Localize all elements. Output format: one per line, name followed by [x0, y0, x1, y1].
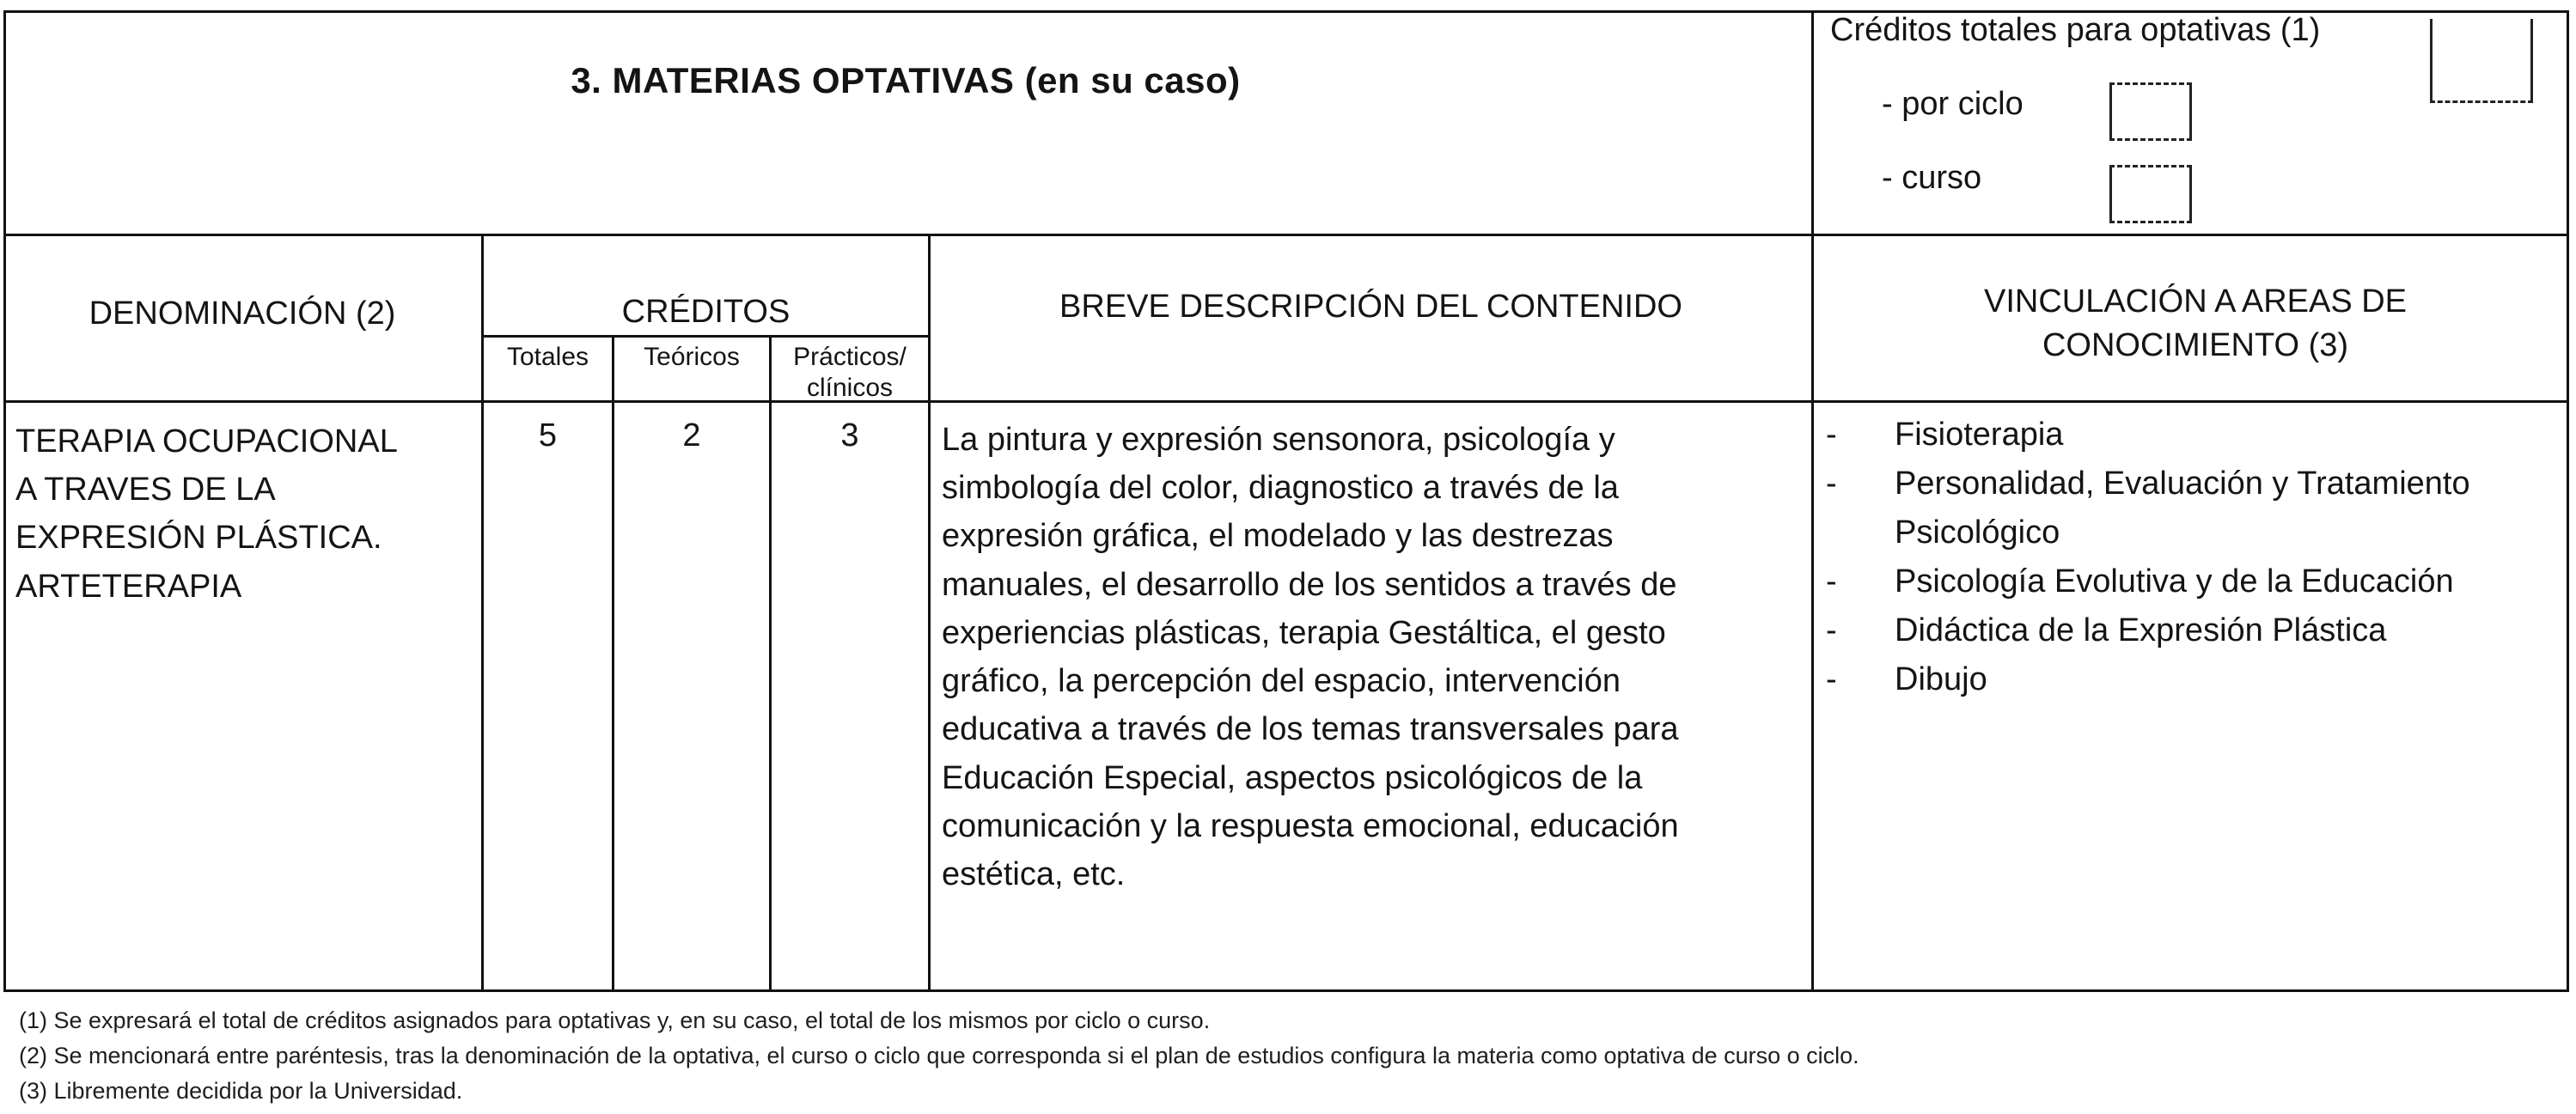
list-dash: - [1826, 417, 1837, 453]
area-item [1826, 411, 2565, 460]
footnote-2: (2) Se mencionará entre paréntesis, tras la denominación de la optativa, el curso o ciclo que corresponda si el plan de estudios configura la materia como optativa de curso o ciclo. [19, 1043, 1859, 1069]
area-item [1826, 460, 2565, 557]
descripcion-cell [942, 416, 1805, 898]
header-creditos: CRÉDITOS [621, 294, 791, 330]
area-label: Dibujo [1895, 661, 1987, 697]
column-divider-descripcion [1811, 10, 1814, 992]
descripcion-line: experiencias plásticas, terapia Gestáltica, el gesto [942, 614, 1666, 651]
credits-subheader-divider [481, 335, 928, 338]
area-item [1826, 606, 2565, 655]
header-totales: Totales [506, 343, 589, 371]
descripcion-line: comunicación y la respuesta emocional, educación [942, 807, 1679, 844]
section-title: 3. MATERIAS OPTATIVAS (en su caso) [571, 60, 1241, 100]
credits-practicos-value: 3 [840, 417, 859, 454]
area-label: Personalidad, Evaluación y Tratamiento Psicológico [1895, 466, 2470, 551]
descripcion-line: La pintura y expresión sensonora, psicología y [942, 422, 1615, 458]
list-dash: - [1826, 466, 1837, 502]
list-dash: - [1826, 563, 1837, 600]
column-header-divider [3, 400, 2569, 403]
footnote-3: (3) Libremente decidida por la Universidad. [19, 1078, 463, 1105]
credits-totales-value: 5 [538, 417, 558, 454]
area-label: Psicología Evolutiva y de la Educación [1895, 563, 2454, 600]
footnote-1: (1) Se expresará el total de créditos asignados para optativas y, en su caso, el total de los mismos por ciclo o curso. [19, 1007, 1211, 1033]
list-dash: - [1826, 661, 1837, 697]
descripcion-line: gráfico, la percepción del espacio, intervención [942, 663, 1621, 700]
area-item [1826, 557, 2565, 606]
areas-list [1826, 411, 2565, 704]
denominacion-line: EXPRESIÓN PLÁSTICA. [15, 520, 382, 557]
descripcion-line: expresión gráfica, el modelado y las destrezas [942, 518, 1614, 555]
area-label: Didáctica de la Expresión Plástica [1895, 612, 2387, 648]
per-cycle-label: - por ciclo [1882, 86, 2024, 122]
descripcion-line: simbología del color, diagnostico a través de la [942, 470, 1619, 507]
denominacion-line: A TRAVES DE LA [15, 472, 276, 508]
credits-totals-box [2430, 19, 2533, 103]
descripcion-line: manuales, el desarrollo de los sentidos a través de [942, 566, 1677, 603]
per-cycle-box [2109, 82, 2192, 141]
area-item [1826, 655, 2565, 704]
course-box [2109, 165, 2192, 223]
header-descripcion: BREVE DESCRIPCIÓN DEL CONTENIDO [1059, 289, 1682, 325]
denominacion-line: ARTETERAPIA [15, 568, 242, 605]
header-practicos: Prácticos/ clínicos [793, 343, 906, 402]
footnotes [19, 1003, 1859, 1109]
header-vinculacion: VINCULACIÓN A AREAS DE CONOCIMIENTO (3) [1983, 283, 2408, 364]
list-dash: - [1826, 612, 1837, 648]
area-label: Fisioterapia [1895, 417, 2064, 453]
descripcion-line: estética, etc. [942, 856, 1126, 893]
descripcion-line: Educación Especial, aspectos psicológicos de la [942, 759, 1643, 796]
header-teoricos: Teóricos [644, 343, 740, 371]
denominacion-cell [15, 417, 476, 611]
credits-teoricos-value: 2 [682, 417, 701, 454]
header-denominacion: DENOMINACIÓN (2) [89, 295, 396, 332]
course-label: - curso [1882, 160, 1982, 196]
column-divider-creditos [928, 234, 931, 992]
denominacion-line: TERAPIA OCUPACIONAL [15, 423, 398, 460]
credits-totals-label: Créditos totales para optativas (1) [1830, 12, 2321, 48]
descripcion-line: educativa a través de los temas transversales para [942, 711, 1679, 748]
header-divider [3, 234, 2569, 236]
